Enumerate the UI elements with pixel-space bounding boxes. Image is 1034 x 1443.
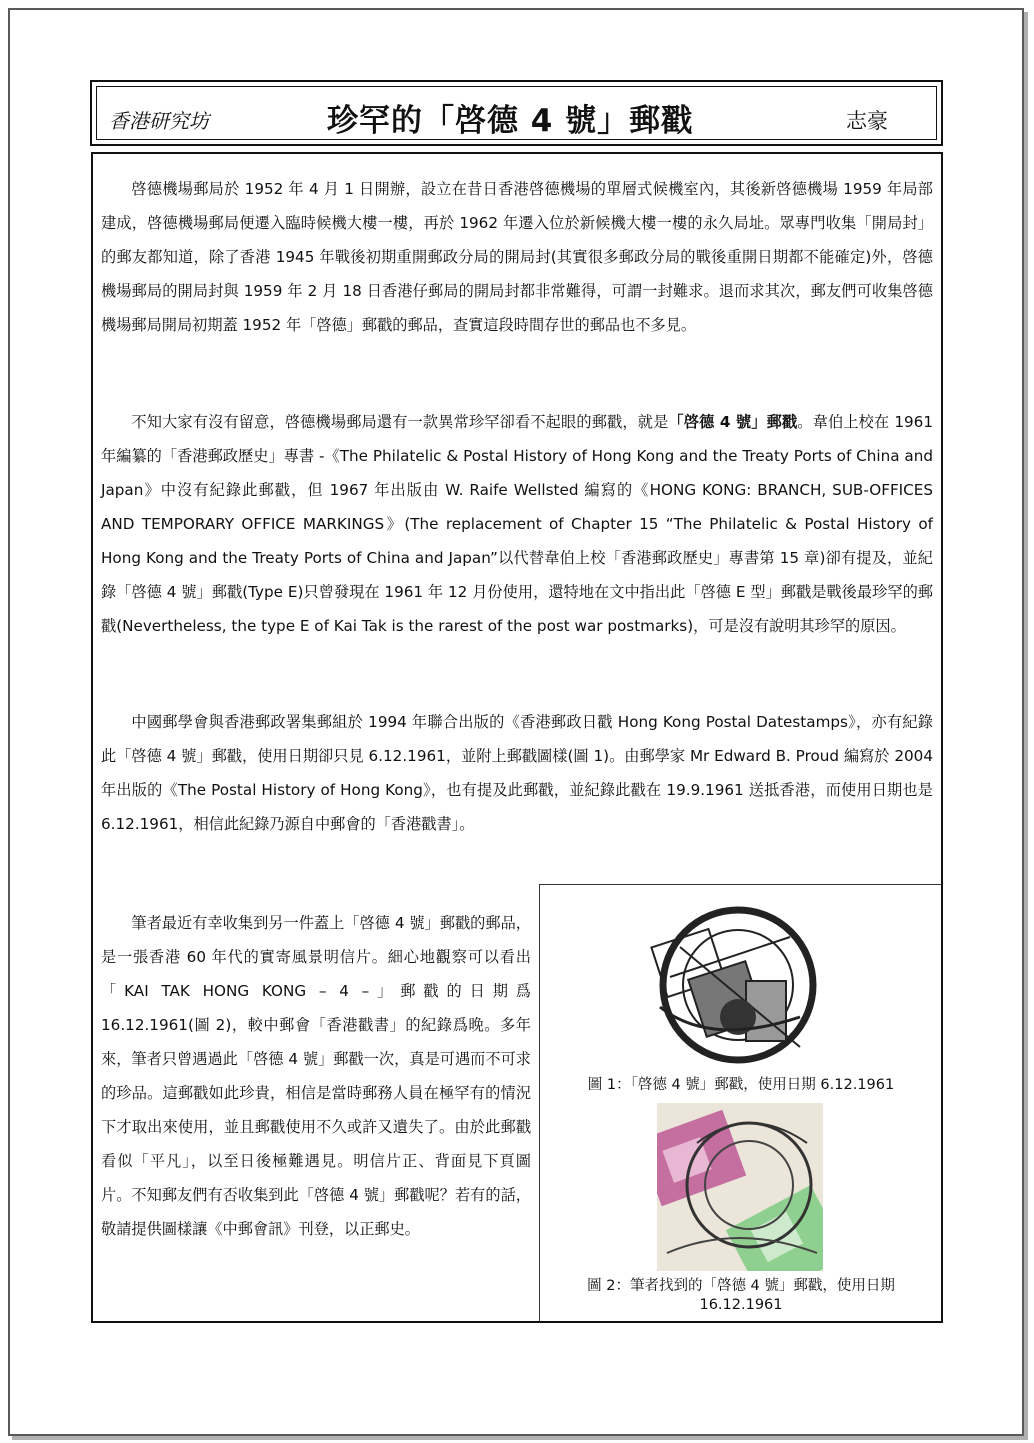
paragraph-2-intro: 不知大家有沒有留意，啓德機場郵局還有一款異常珍罕卻看不起眼的郵戳，就是 — [131, 413, 669, 431]
paragraph-2-body: 。韋伯上校在 1961 年編纂的「香港郵政歷史」專書 -《The Philatelic & Postal History of Hong Kong and the Treaty Ports of China and Japan》中沒有紀錄此郵戳，但 1967 年出版由 W. Raife Wellsted 編寫的《HONG KONG: BRANCH, SUB-OFFICES AND TEMPORARY OFFICE MARKINGS》(The replacement of Chapter 15 “The Philatelic & Postal History of Hong Kong and the Treaty Ports of China and Japan”以代替韋伯上校「香港郵政歷史」專書第 15 章)卻有提及，並紀錄「啓德 4 號」郵戳(Type E)只曾發現在 1961 年 12 月份使用，還特地在文中指出此「啓德 E 型」郵戳是戰後最珍罕的郵戳(Nevertheless, the type E of Kai Tak is the rarest of the post war postmarks)，可是沒有說明其珍罕的原因。 — [101, 413, 933, 635]
postcard-photo-figure-2 — [657, 1103, 823, 1271]
author-name: 志豪 — [846, 109, 888, 133]
figure-1-caption: 圖 1：「啓德 4 號」郵戳，使用日期 6.12.1961 — [587, 1077, 895, 1093]
postmark-drawing-figure-1 — [650, 897, 830, 1067]
header-inner-border — [96, 86, 937, 140]
figure-2-caption: 圖 2：筆者找到的「啓德 4 號」郵戳，使用日期 16.12.1961 — [587, 1278, 895, 1313]
article-title: 珍罕的「啓德 4 號」郵戳 — [327, 103, 694, 139]
column-name: 香港研究坊 — [109, 109, 209, 133]
article-header — [90, 80, 943, 146]
paragraph-3: 中國郵學會與香港郵政署集郵組於 1994 年聯合出版的《香港郵政日戳 Hong Kong Postal Datestamps》，亦有紀錄此「啓德 4 號」郵戳，使用日期卻只見 6.12.1961，並附上郵戳圖樣(圖 1)。由郵學家 Mr Edward B. Proud 編寫於 2004 年出版的《The Postal History of Hong Kong》，也有提及此郵戳，並紀錄此戳在 19.9.1961 送抵香港，而使用日期也是 6.12.1961，相信此紀錄乃源自中郵會的「香港戳書」。 — [101, 713, 933, 833]
postcard-stamps-drawing — [657, 1103, 823, 1271]
figure-panel — [539, 884, 941, 1321]
paragraph-2 — [101, 405, 933, 643]
paragraph-1: 啓德機場郵局於 1952 年 4 月 1 日開辦，設立在昔日香港啓德機場的單層式候機室內，其後新啓德機場 1959 年局部建成，啓德機場郵局便遷入臨時候機大樓一樓，再於 1962 年遷入位於新候機大樓一樓的永久局址。眾專門收集「開局封」的郵友都知道，除了香港 1945 年戰後初期重開郵政分局的開局封(其實很多郵政分局的戰後重開日期都不能確定)外，啓德機場郵局的開局封與 1959 年 2 月 18 日香港仔郵局的開局封都非常難得，可謂一封難求。退而求其次，郵友們可收集啓德機場郵局開局初期蓋 1952 年「啓德」郵戳的郵品，查實這段時間存世的郵品也不多見。 — [101, 180, 933, 334]
highlighted-postmark-name: 「啓德 4 號」郵戳 — [668, 413, 798, 431]
paragraph-4: 筆者最近有幸收集到另一件蓋上「啓德 4 號」郵戳的郵品，是一張香港 60 年代的實寄風景明信片。細心地觀察可以看出「KAI TAK HONG KONG – 4 –」郵戳的日期爲 16.12.1961(圖 2)，較中郵會「香港戳書」的紀錄爲晚。多年來，筆者只曾遇過此「啓德 4 號」郵戳一次，真是可遇而不可求的珍品。這郵戳如此珍貴，相信是當時郵務人員在極罕有的情況下才取出來使用，並且郵戳使用不久或許又遺失了。由於此郵戳看似「平凡」，以至日後極難遇見。明信片正、背面見下頁圖片。不知郵友們有否收集到此「啓德 4 號」郵戳呢？若有的話，敬請提供圖樣讓《中郵會訊》刊登，以正郵史。 — [101, 914, 531, 1238]
